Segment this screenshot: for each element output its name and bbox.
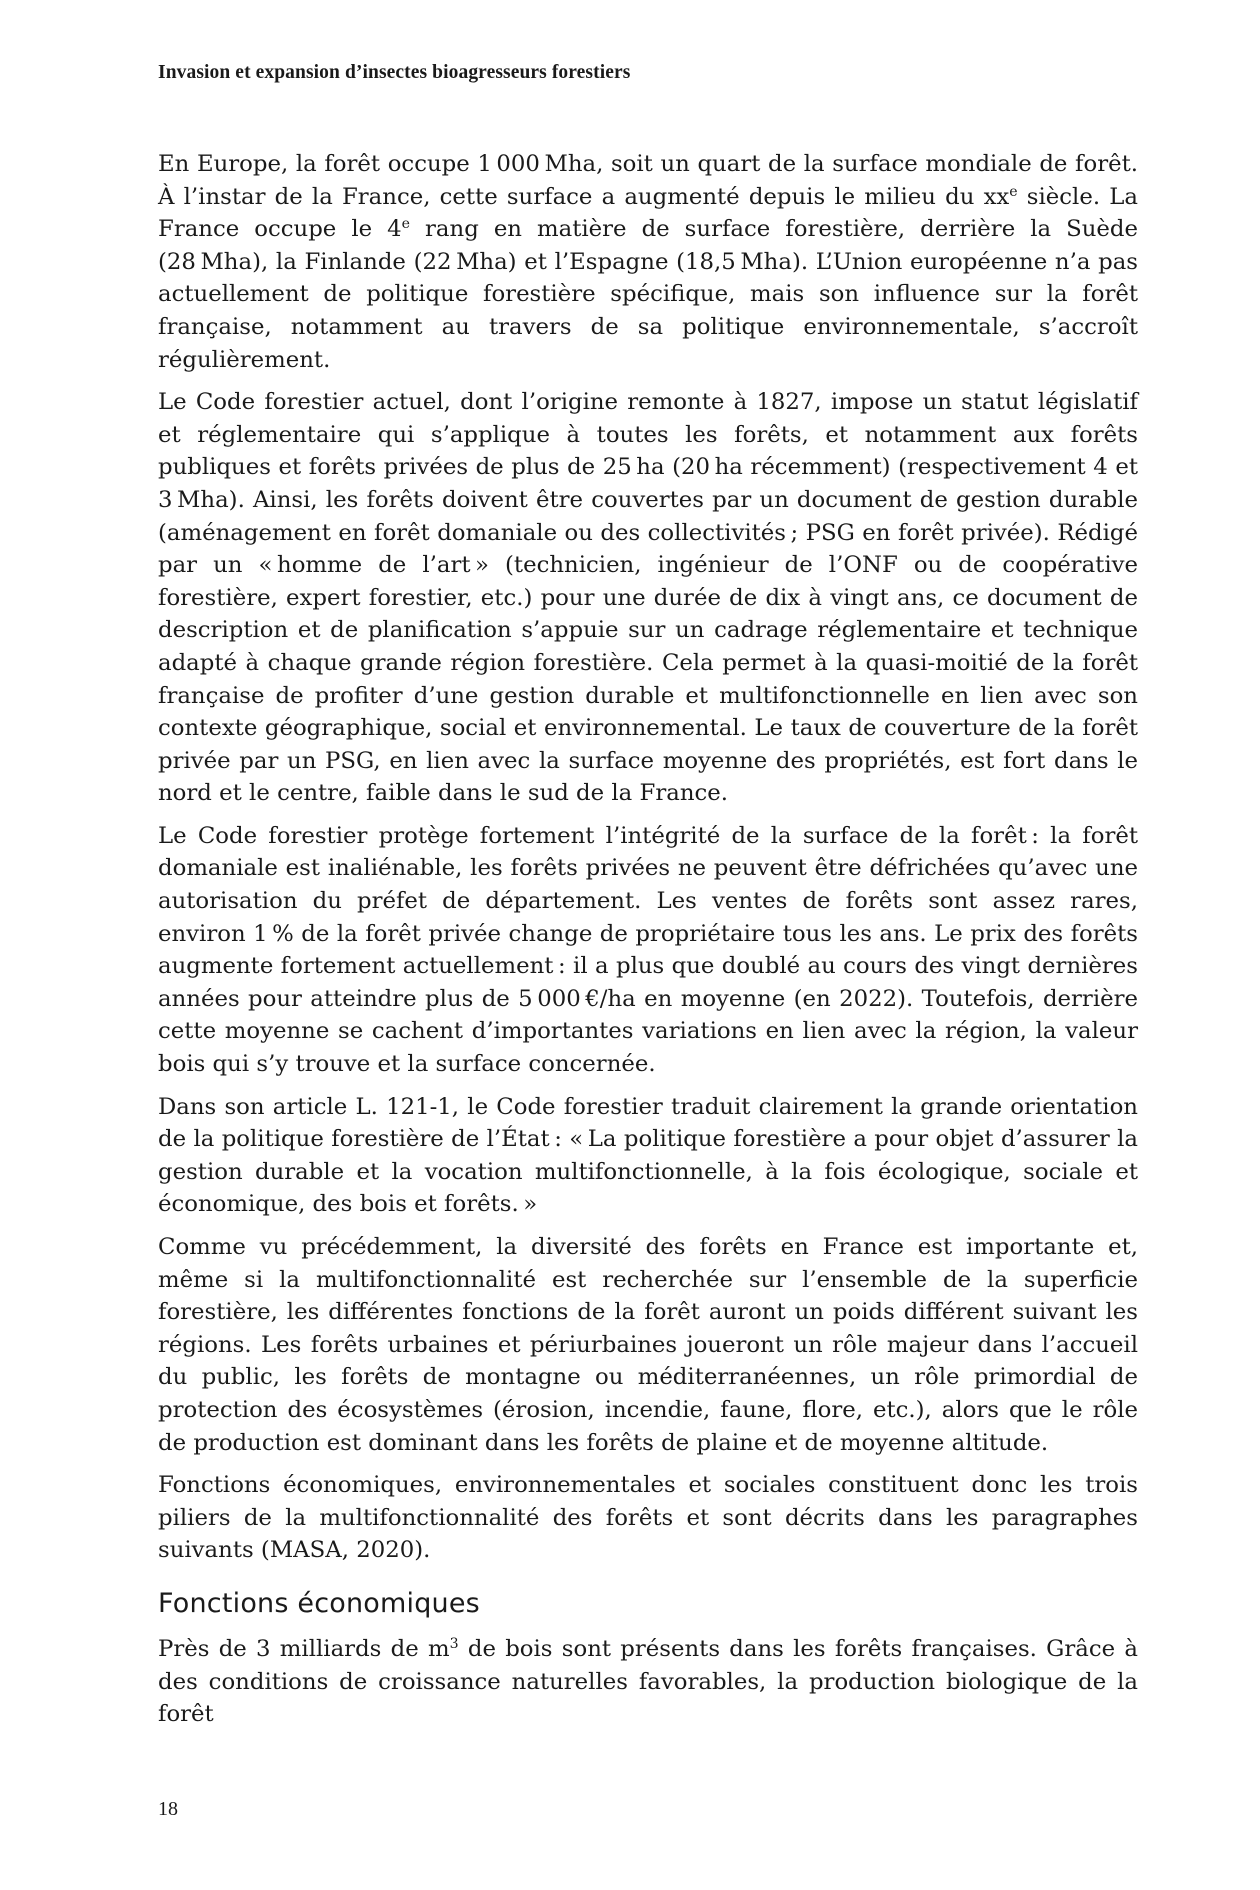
superscript: 3	[449, 1636, 459, 1653]
paragraph: Fonctions économiques, environnementales et sociales constituent donc les trois piliers de la multifonctionnalité des forêts et sont décrits dans les paragraphes suivants (MASA, 2020).	[158, 1472, 1138, 1564]
paragraph: Comme vu précédemment, la diversité des forêts en France est importante et, même si la multifonctionnalité est recherchée sur l’ensemble de la superficie forestière, les différentes fonctions de la forêt auront un poids différent suivant les régions. Les forêts urbaines et périurbaines joueront un rôle majeur dans l’accueil du public, les forêts de montagne ou méditerranéennes, un rôle primordial de protection des écosystèmes (érosion, incendie, faune, flore, etc.), alors que le rôle de production est dominant dans les forêts de plaine et de moyenne altitude.	[158, 1234, 1138, 1456]
superscript: e	[401, 216, 410, 233]
superscript: e	[1009, 183, 1018, 200]
paragraph: Près de 3 milliards de $m^3$ de bois sont présents dans les forêts françaises. Grâce à des conditions de croissance naturelles favorables, la production biologique de la forêt	[158, 1635, 1138, 1728]
running-header: Invasion et expansion d’insectes bioagresseurs forestiers	[158, 62, 631, 83]
page-number: 18	[158, 1798, 178, 1820]
paragraph: Le Code forestier actuel, dont l’origine remonte à 1827, impose un statut législatif et réglementaire qui s’applique à toutes les forêts, et notamment aux forêts publiques et forêts privées de plus de 25 ha (20 ha récemment) (respectivement 4 et 3 Mha). Ainsi, les forêts doivent être couvertes par un document de gestion durable (aménagement en forêt domaniale ou des collectivités ; PSG en forêt privée). Rédigé par un « homme de l’art » (technicien, ingénieur de l’ONF ou de coopérative forestière, expert forestier, etc.) pour une durée de dix à vingt ans, ce document de description et de planification s’appuie sur un cadrage réglementaire et technique adapté à chaque grande région forestière. Cela permet à la quasi-moitié de la forêt française de profiter d’une gestion durable et multifonctionnelle en lien avec son contexte géographique, social et environnemental. Le taux de couverture de la forêt privée par un PSG, en lien avec la surface moyenne des propriétés, est fort dans le nord et le centre, faible dans le sud de la France.	[158, 389, 1138, 807]
section-heading: Fonctions économiques	[158, 1587, 480, 1619]
paragraph: En Europe, la forêt occupe 1 000 Mha, soit un quart de la surface mondiale de forêt. À l’instar de la France, cette surface a augmenté depuis le milieu du $xx^e$ siècle. La France occupe le 4e rang en matière de surface forestière, derrière la Suède (28 Mha), la Finlande (22 Mha) et l’Espagne (18,5 Mha). L’Union européenne n’a pas actuellement de politique forestière spécifique, mais son influence sur la forêt française, notamment au travers de sa politique environnementale, s’accroît régulièrement.	[158, 151, 1138, 373]
paragraph: Dans son article L. 121-1, le Code forestier traduit clairement la grande orientation de la politique forestière de l’État : « La politique forestière a pour objet d’assurer la gestion durable et la vocation multifonctionnelle, à la fois écologique, sociale et économique, des bois et forêts. »	[158, 1093, 1138, 1218]
paragraph: Le Code forestier protège fortement l’intégrité de la surface de la forêt : la forêt domaniale est inaliénable, les forêts privées ne peuvent être défrichées qu’avec une autorisation du préfet de département. Les ventes de forêts sont assez rares, environ 1 % de la forêt privée change de propriétaire tous les ans. Le prix des forêts augmente fortement actuellement : il a plus que doublé au cours des vingt dernières années pour atteindre plus de 5 000 €/ha en moyenne (en 2022). Toutefois, derrière cette moyenne se cachent d’importantes variations en lien avec la région, la valeur bois qui s’y trouve et la surface concernée.	[158, 822, 1138, 1078]
body-text	[158, 148, 1138, 1741]
